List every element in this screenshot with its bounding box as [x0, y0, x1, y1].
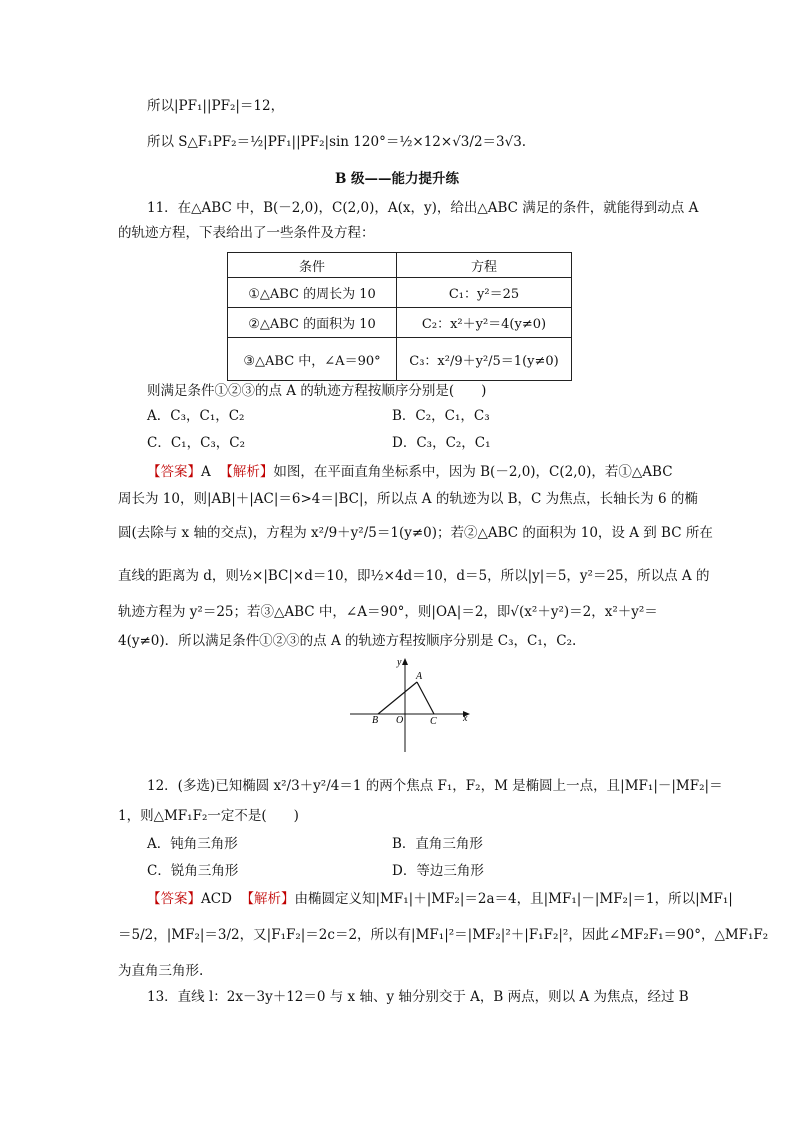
option-b: B．直角三角形 [392, 836, 483, 852]
condition-table [227, 252, 572, 381]
section-title: B 级——能力提升练 [334, 171, 460, 187]
analysis-text: 如图，在平面直角坐标系中，因为 B(－2,0)，C(2,0)，若①△ABC [273, 464, 673, 480]
table-row [228, 278, 572, 308]
option-a: A．C₃，C₁，C₂ [147, 408, 245, 424]
answer-tag: 【答案】 [147, 891, 201, 907]
question-11-stem: 的轨迹方程，下表给出了一些条件及方程： [118, 225, 375, 241]
text-line: 所以 S△F₁PF₂＝½|PF₁||PF₂|sin 120°＝½×12×√3/2＝3√3. [147, 134, 527, 150]
question-11-prompt: 则满足条件①②③的点 A 的轨迹方程按顺序分别是( ) [147, 383, 487, 399]
analysis-text: 由椭圆定义知|MF₁|＋|MF₂|＝2a＝4，且|MF₁|－|MF₂|＝1，所以|MF₁| [294, 891, 733, 907]
option-b: B．C₂，C₁，C₃ [392, 408, 490, 424]
answer-value: ACD [201, 891, 232, 907]
option-d: D．等边三角形 [392, 863, 484, 879]
question-12-stem: 1，则△MF₁F₂一定不是( ) [118, 808, 299, 824]
answer-11-line: 4(y≠0)．所以满足条件①②③的点 A 的轨迹方程按顺序分别是 C₃，C₁，C₂. [118, 633, 577, 649]
option-a: A．钝角三角形 [147, 836, 238, 852]
question-11-stem: 11．在△ABC 中，B(－2,0)，C(2,0)，A(x，y)，给出△ABC 满足的条件，就能得到动点 A [147, 200, 699, 216]
side-ac [417, 682, 434, 714]
option-c: C．锐角三角形 [147, 863, 239, 879]
analysis-tag: 【解析】 [240, 891, 295, 907]
option-d: D．C₃，C₂，C₁ [392, 435, 491, 451]
question-13-stem: 13．直线 l：2x－3y＋12＝0 与 x 轴、y 轴分别交于 A，B 两点，则以 A 为焦点，经过 B [147, 989, 689, 1005]
table-cell: ②△ABC 的面积为 10 [228, 308, 397, 338]
point-c-label: C [430, 716, 437, 727]
side-ba [378, 682, 417, 714]
table-cell: ①△ABC 的周长为 10 [228, 278, 397, 308]
x-axis-label: x [463, 713, 468, 724]
analysis-tag: 【解析】 [219, 464, 274, 480]
table-cell: C₁：y²＝25 [397, 278, 572, 308]
table-cell: C₂：x²＋y²＝4(y≠0) [397, 308, 572, 338]
answer-11-line [147, 462, 673, 482]
text-line: 所以|PF₁||PF₂|＝12， [147, 98, 285, 114]
answer-tag: 【答案】 [147, 464, 201, 480]
answer-value: A [201, 464, 211, 480]
answer-11-line: 轨迹方程为 y²＝25；若③△ABC 中，∠A＝90°，则|OA|＝2，即√(x²＋y²)＝2，x²＋y²＝ [118, 604, 658, 620]
answer-12-line [147, 889, 733, 909]
answer-11-line: 圆(去除与 x 轴的交点)，方程为 x²/9＋y²/5＝1(y≠0)；若②△ABC 的面积为 10，设 A 到 BC 所在 [118, 525, 713, 541]
table-row [228, 308, 572, 338]
answer-12-line: 为直角三角形. [118, 963, 204, 979]
y-axis-arrow [402, 658, 408, 665]
point-a-label: A [416, 671, 423, 682]
table-header: 方程 [397, 253, 572, 278]
origin-label: O [396, 715, 404, 726]
table-row [228, 338, 572, 381]
table-cell: C₃：x²/9＋y²/5＝1(y≠0) [397, 338, 572, 381]
triangle-figure [345, 655, 475, 755]
answer-12-line: ＝5/2，|MF₂|＝3/2，又|F₁F₂|＝2c＝2，所以有|MF₁|²＝|MF₂|²＋|F₁F₂|²，因此∠MF₂F₁＝90°，△MF₁F₂ [118, 927, 769, 943]
point-b-label: B [372, 715, 379, 726]
table-header: 条件 [228, 253, 397, 278]
option-c: C．C₁，C₃，C₂ [147, 435, 246, 451]
table-cell: ③△ABC 中，∠A＝90° [228, 338, 397, 381]
question-12-stem: 12．(多选)已知椭圆 x²/3＋y²/4＝1 的两个焦点 F₁，F₂，M 是椭圆上一点，且|MF₁|－|MF₂|＝ [147, 778, 723, 794]
answer-11-line: 直线的距离为 d，则½×|BC|×d＝10，即½×4d＝10，d＝5，所以|y|＝5，y²＝25，所以点 A 的 [118, 568, 710, 584]
y-axis-label: y [397, 657, 402, 668]
answer-11-line: 周长为 10，则|AB|＋|AC|＝6>4＝|BC|，所以点 A 的轨迹为以 B，C 为焦点，长轴长为 6 的椭 [118, 491, 698, 507]
